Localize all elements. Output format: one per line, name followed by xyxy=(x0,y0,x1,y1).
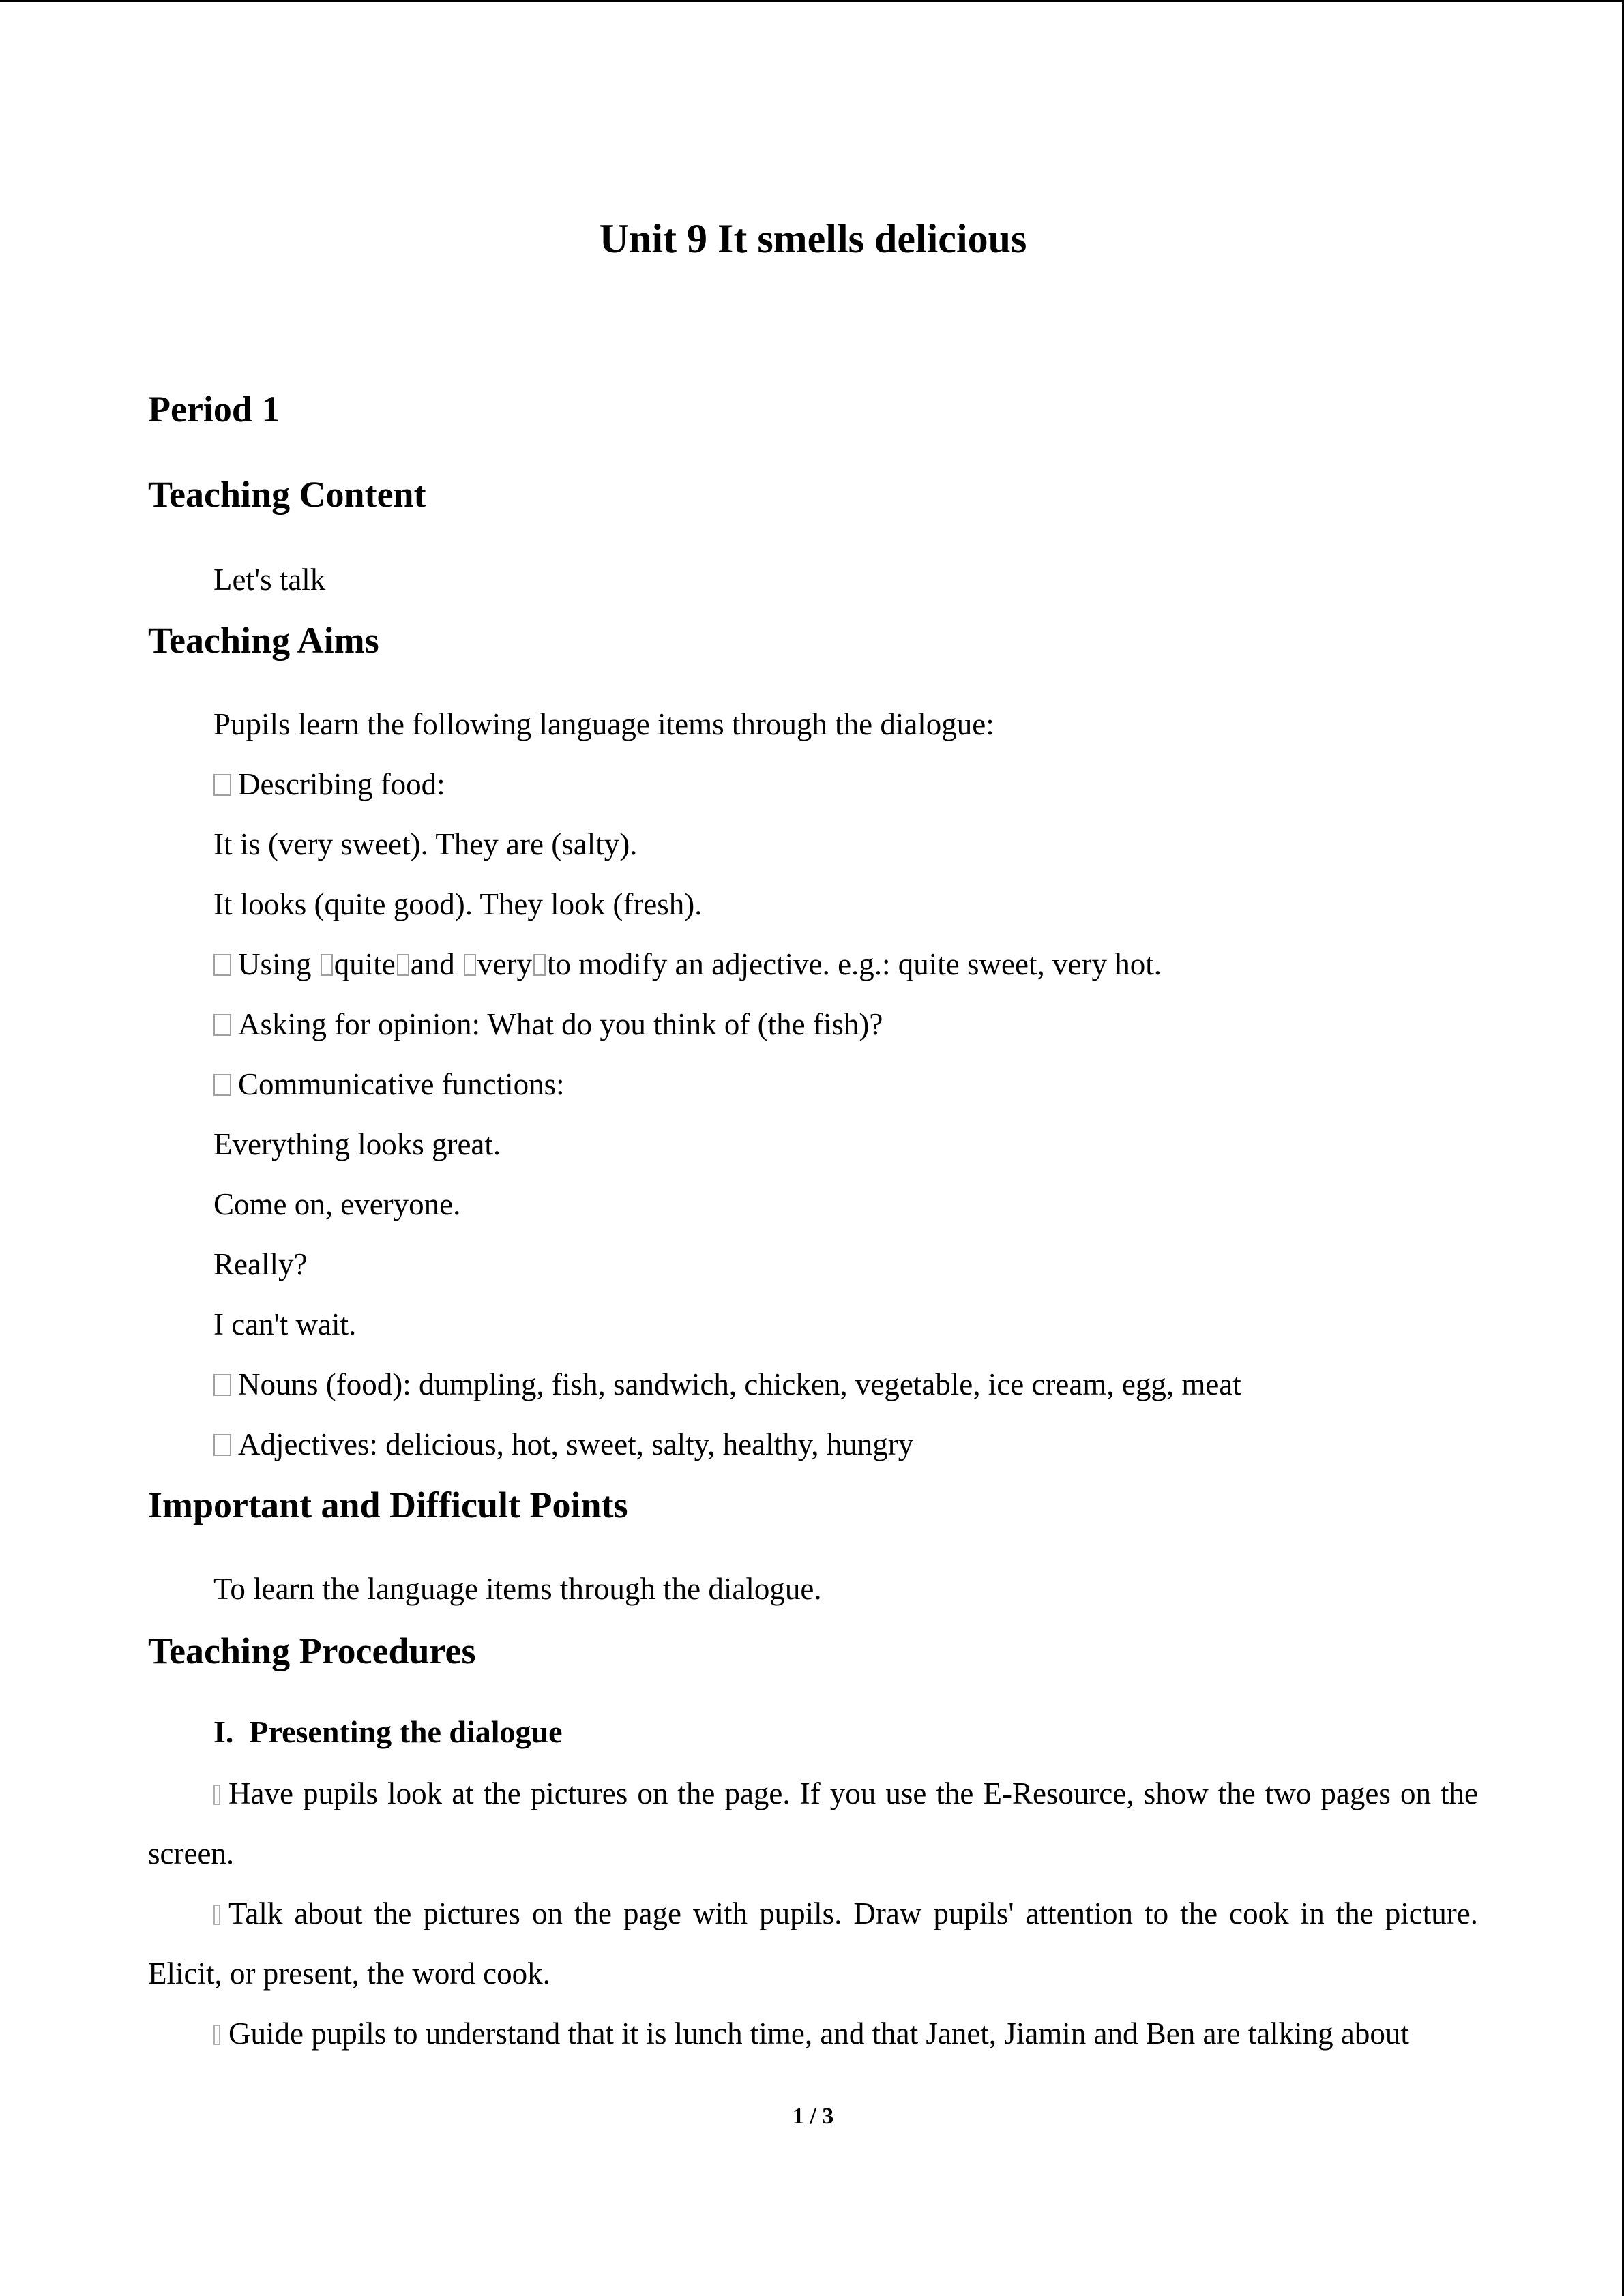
function-line-1: Everything looks great. xyxy=(213,1127,501,1161)
teaching-aims-heading: Teaching Aims xyxy=(148,620,379,661)
important-points-heading: Important and Difficult Points xyxy=(148,1485,628,1525)
period-heading: Period 1 xyxy=(148,389,280,430)
bullet-box-icon xyxy=(213,1014,231,1036)
procedure-section-heading: I. Presenting the dialogue xyxy=(213,1714,563,1749)
missing-glyph-icon xyxy=(397,954,409,976)
document-title: Unit 9 It smells delicious xyxy=(599,216,1027,261)
procedure-step-3: Guide pupils to understand that it is lunch time, and that Janet, Jiamin and Ben are talking about xyxy=(148,2003,1478,2063)
page-number: 1 / 3 xyxy=(792,2104,834,2129)
aim-describing-food: Describing food: xyxy=(213,764,445,805)
missing-glyph-icon xyxy=(464,954,476,976)
teaching-procedures-heading: Teaching Procedures xyxy=(148,1630,476,1671)
teaching-content-heading: Teaching Content xyxy=(148,474,426,515)
teaching-content-text: Let's talk xyxy=(213,563,326,597)
important-points-text: To learn the language items through the dialogue. xyxy=(213,1572,822,1606)
missing-glyph-icon xyxy=(213,1905,220,1925)
procedure-step-1: Have pupils look at the pictures on the page. If you use the E-Resource, show the two pages on the screen. xyxy=(148,1776,1478,1870)
aim-nouns: Nouns (food): dumpling, fish, sandwich, chicken, vegetable, ice cream, egg, meat xyxy=(213,1364,1241,1405)
aim-asking-opinion: Asking for opinion: What do you think of (the fish)? xyxy=(213,1004,883,1045)
missing-glyph-icon xyxy=(213,2025,220,2045)
missing-glyph-icon xyxy=(533,954,546,976)
aim-communicative-functions: Communicative functions: xyxy=(213,1064,565,1105)
procedure-step-2: Talk about the pictures on the page with pupils. Draw pupils' attention to the cook in the picture. Elicit, or present, the word cook. xyxy=(148,1896,1478,1991)
function-line-4: I can't wait. xyxy=(213,1307,357,1341)
bullet-box-icon xyxy=(213,1374,231,1396)
teaching-aims-intro: Pupils learn the following language items through the dialogue: xyxy=(213,707,994,741)
bullet-box-icon xyxy=(213,1074,231,1096)
aim-it-is-line: It is (very sweet). They are (salty). xyxy=(213,827,638,861)
aim-adjectives: Adjectives: delicious, hot, sweet, salty, healthy, hungry xyxy=(213,1424,913,1465)
missing-glyph-icon xyxy=(213,1785,220,1805)
bullet-box-icon xyxy=(213,774,231,796)
function-line-2: Come on, everyone. xyxy=(213,1187,461,1221)
function-line-3: Really? xyxy=(213,1247,308,1281)
bullet-box-icon xyxy=(213,954,231,976)
bullet-box-icon xyxy=(213,1434,231,1456)
aim-it-looks-line: It looks (quite good). They look (fresh). xyxy=(213,887,703,921)
page-top-border xyxy=(0,0,1624,2)
aim-using-modifiers: Using quite and very to modify an adjective. e.g.: quite sweet, very hot. xyxy=(213,944,1162,985)
missing-glyph-icon xyxy=(321,954,333,976)
